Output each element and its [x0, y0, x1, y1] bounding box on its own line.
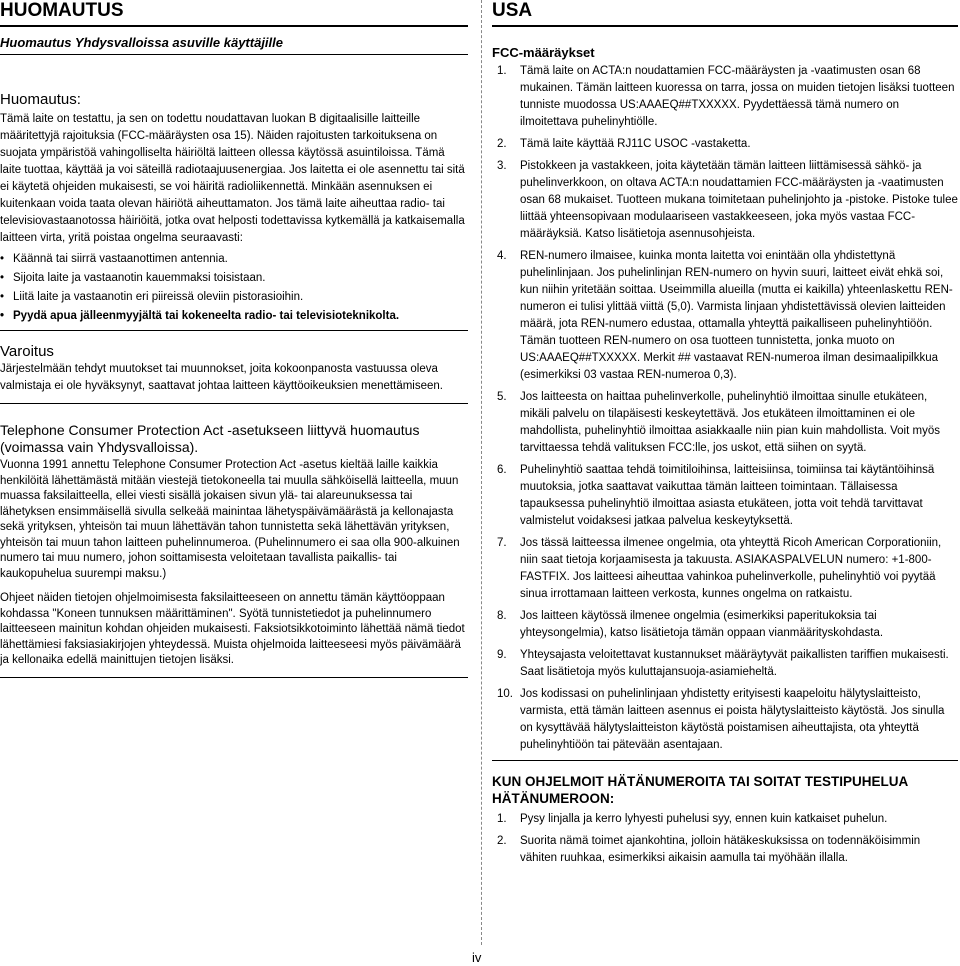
fcc-list — [492, 63, 958, 754]
list-item — [492, 535, 958, 603]
list-item-text: Pysy linjalla ja kerro lyhyesti puhelusi syy, ennen kuin katkaiset puhelun. — [520, 813, 888, 825]
list-item-number: 6. — [497, 464, 507, 476]
tcpa-paragraph-1: Vuonna 1991 annettu Telephone Consumer Protection Act -asetus kieltää laille kaikkia henkilöitä lähettämästä mitään viestejä tietokoneella tai muulla sähköisellä laitteella, muun muassa faksilaitteella, ellei viesti sisällä jokaisen sivun ylä- tai alareunuksessa tai lähetyksen ensimmäisellä sivulla selkeää mainintaa lähetyspäivämäärästä ja kellonajasta sekä yrityksen, yhteisön tai muun lähettävän tahon tunnistetta sekä lähettävän yrityksen, yhteisön tai muun tahon laitteen puhelinnumeroa. (Puhelinnumero ei saa olla 900-alkuinen numero tai muu numero, johon soittamisesta veloitetaan tavallista paikallis- tai kaukopuhelua suurempi maksu.) — [0, 459, 460, 580]
list-item — [492, 608, 958, 642]
list-item-number: 5. — [497, 391, 507, 403]
left-header-bar — [0, 0, 468, 27]
divider — [0, 677, 468, 678]
list-item-text: Jos laitteesta on haittaa puhelinverkolle, puhelinyhtiö ilmoittaa sinulle etukäteen, mikäli palvelu on tilapäisesti keskeytettävä. Jos etukäteen ilmoittaminen ei ole mahdollista, puhelinyhtiö ilmoittaa asiakkaalle niin pian kuin mahdollista. Voit myös tarvittaessa tehdä valituksen FCC:lle, jos uskot, että siihen on syytä. — [520, 391, 940, 454]
list-item-text: REN-numero ilmaisee, kuinka monta laitetta voi enintään olla yhdistettynä puhelinlinjaan. Jos puhelinlinjan REN-numero on hyvin suuri, laitteet eivät ehkä soi, kun niihin yritetään soittaa. Useimmilla alueilla (mutta ei kaikilla) yhteenlaskettu REN-numeron ei tulisi ylittää viittä (5,0). Varmista linjaan yhdistettävissä olevien laitteiden määrä, jota REN-numero edustaa, ottamalla yhteyttä paikalliseen puhelinyhtiöön. Tämän tuotteen REN-numero on osa tuotteen tunnistetta, jonka muoto on US:AAAEQ##TXXXXX. Merkit ## vastaavat REN-numeroa ilman desimaalipilkkua (esimerkiksi 03 vastaa REN-numeroa 0,3). — [520, 250, 953, 381]
huomautus-paragraph: Tämä laite on testattu, ja sen on todettu noudattavan luokan B digitaalisille laitteille määritettyjä rajoituksia (FCC-määräysten osa 15). Näiden rajoitusten tarkoituksena on suojata ympäristöä vahingolliselta häiriöltä laitteen ollessa käytössä asuintiloissa. Tämä laite tuottaa, käyttää ja voi säteillä radiotaajuusenergiaa. Jos laitetta ei ole asennettu tai sitä ei käytetä ohjeiden mukaisesti, se voi häiritä radioliikennettä. Minkään asennuksen ei kuitenkaan voida taata olevan häiriötä aiheuttamaton. Jos tämä laite aiheuttaa radio- tai televisiovastaanotossa häiriöitä, jotka ovat helposti todettavissa kytkemällä ja katkaisemalla laitteen virta, yritä poistaa ongelma seuraavasti: — [0, 113, 465, 244]
list-item — [492, 833, 958, 867]
list-item — [492, 462, 958, 530]
list-item-number: 1. — [497, 813, 507, 825]
list-item-number: 4. — [497, 250, 507, 262]
bullet-list — [0, 251, 468, 325]
sub-header: Huomautus Yhdysvalloissa asuville käyttäjille — [0, 27, 468, 55]
list-item-text: Tämä laite käyttää RJ11C USOC -vastaketta. — [520, 138, 751, 150]
list-item-number: 2. — [497, 835, 507, 847]
list-item-text: Jos laitteen käytössä ilmenee ongelmia (esimerkiksi paperitukoksia tai yhteysongelmia), katso lisätietoja tämän oppaan vianmäärityskohdasta. — [520, 610, 884, 639]
list-item-text: Jos tässä laitteessa ilmenee ongelmia, ota yhteyttä Ricoh American Corporationiin, niin saat tietoja korjaamisesta ja takuusta. ASIAKASPALVELUN numero: +1-800-FASTFIX. Jos laitteesi aiheuttaa vahinkoa puhelinverkolle, puhelinyhtiö voi pyytää sinua irrottamaan laitteen verkosta, kunnes ongelma on ratkaistu. — [520, 537, 942, 600]
fcc-heading: FCC-määräykset — [492, 45, 595, 60]
varoitus-paragraph: Järjestelmään tehdyt muutokset tai muunnokset, joita kokoonpanosta vastuussa oleva valmistaja ei ole hyväksynyt, saattavat johtaa laitteen käyttöoikeuksien menettämiseen. — [0, 363, 443, 392]
page-number: iv — [472, 950, 482, 965]
list-item — [492, 248, 958, 384]
list-item: • Käännä tai siirrä vastaanottimen antennia. — [0, 251, 468, 268]
right-column — [492, 0, 958, 872]
list-item — [492, 63, 958, 131]
column-divider — [481, 0, 482, 945]
list-item — [492, 811, 958, 828]
emergency-heading: KUN OHJELMOIT HÄTÄNUMEROITA TAI SOITAT TESTIPUHELUA HÄTÄNUMEROON: — [492, 774, 908, 806]
list-item: • Pyydä apua jälleenmyyjältä tai kokeneelta radio- tai televisioteknikolta. — [0, 308, 468, 325]
section-header: HUOMAUTUS — [0, 0, 124, 21]
emergency-list — [492, 811, 958, 867]
right-header-bar — [492, 0, 958, 27]
list-item-text: Suorita nämä toimet ajankohtina, jolloin hätäkeskuksissa on todennäköisimmin vähiten ruuhkaa, esimerkiksi aikaisin aamulla tai myöhään illalla. — [520, 835, 921, 864]
list-item-number: 1. — [497, 65, 507, 77]
tcpa-heading: Telephone Consumer Protection Act -asetukseen liittyvä huomautus (voimassa vain Yhdysvalloissa). — [0, 422, 420, 455]
list-item — [492, 647, 958, 681]
list-item — [492, 136, 958, 153]
list-item-number: 9. — [497, 649, 507, 661]
list-item: • Liitä laite ja vastaanotin eri piireissä oleviin pistorasioihin. — [0, 289, 468, 306]
left-column — [0, 0, 468, 678]
list-item-number: 2. — [497, 138, 507, 150]
list-item-text: Tämä laite on ACTA:n noudattamien FCC-määräysten ja -vaatimusten osan 68 mukainen. Tämän laitteen kuoressa on tarra, jossa on muiden tietojen lisäksi tuotteen tunniste muodossa US:AAAEQ##TXXXXX. Pyydettäessä tämä numero on ilmoitettava puhelinyhtiölle. — [520, 65, 955, 128]
list-item-text: Pistokkeen ja vastakkeen, joita käytetään tämän laitteen liittämisessä sähkö- ja puhelinverkkoon, on oltava ACTA:n noudattamien FCC-määräysten ja -vaatimusten osan 68 mukaiset. Tuotteen mukana toimitetaan puhelinjohto ja -pistoke. Pistoke tulee liittää yhteensopivaan modulaariseen vastakkeeseen, joka myös vastaa FCC-määräyksiä. Katso lisätietoja asennusohjeista. — [520, 160, 958, 240]
divider — [0, 330, 468, 331]
list-item-number: 3. — [497, 160, 507, 172]
list-item — [492, 158, 958, 243]
list-item — [492, 389, 958, 457]
region-header: USA — [492, 0, 533, 21]
varoitus-heading: Varoitus — [0, 343, 54, 360]
list-item-number: 8. — [497, 610, 507, 622]
list-item-text: Yhteysajasta veloitettavat kustannukset määräytyvät paikallisten tariffien mukaisesti. Saat lisätietoja myös kuluttajansuoja-asiamieheltä. — [520, 649, 949, 678]
divider — [0, 403, 468, 404]
list-item-text: Puhelinyhtiö saattaa tehdä toimitiloihinsa, laitteisiinsa, toimiinsa tai käytäntöihinsä muutoksia, jotka saattavat vaikuttaa tämän laitteen toimintaan. Tällaisessa tapauksessa puhelinyhtiö ilmoittaa asiasta etukäteen, jotta voit tehdä tarvittavat valmistelut voidaksesi jatkaa palvelua keskeytyksettä. — [520, 464, 935, 527]
tcpa-paragraph-2: Ohjeet näiden tietojen ohjelmoimisesta faksilaitteeseen on annettu tämän käyttöoppaan kohdassa "Koneen tunnuksen määrittäminen". Syötä tunnistetiedot ja puhelinnumero laitteeseen mainitun kohdan ohjeiden mukaisesti. Faksiotsikkotoiminto lähettää nämä tiedot lähettämiesi faksiasiakirjojen yhteydessä. Muista ohjelmoida laitteeseesi myös päivämäärä ja kellonaika edellä mainittujen tietojen lisäksi. — [0, 592, 465, 666]
divider — [492, 760, 958, 761]
list-item: • Sijoita laite ja vastaanotin kauemmaksi toisistaan. — [0, 270, 468, 287]
list-item — [492, 686, 958, 754]
list-item-text: Jos kodissasi on puhelinlinjaan yhdistetty erityisesti kaapeloitu hälytyslaitteisto, varmista, että tämän laitteen asennus ei poista hälytyslaitteisto käytöstä. Jos sinulla on kysyttävää hälytyslaitteiston käytöstä poistamisen aiheuttajista, ota yhteyttä puhelinyhtiöön tai pätevään asentajaan. — [520, 688, 945, 751]
huomautus-heading: Huomautus: — [0, 91, 81, 108]
list-item-number: 7. — [497, 537, 507, 549]
list-item-number: 10. — [497, 688, 513, 700]
